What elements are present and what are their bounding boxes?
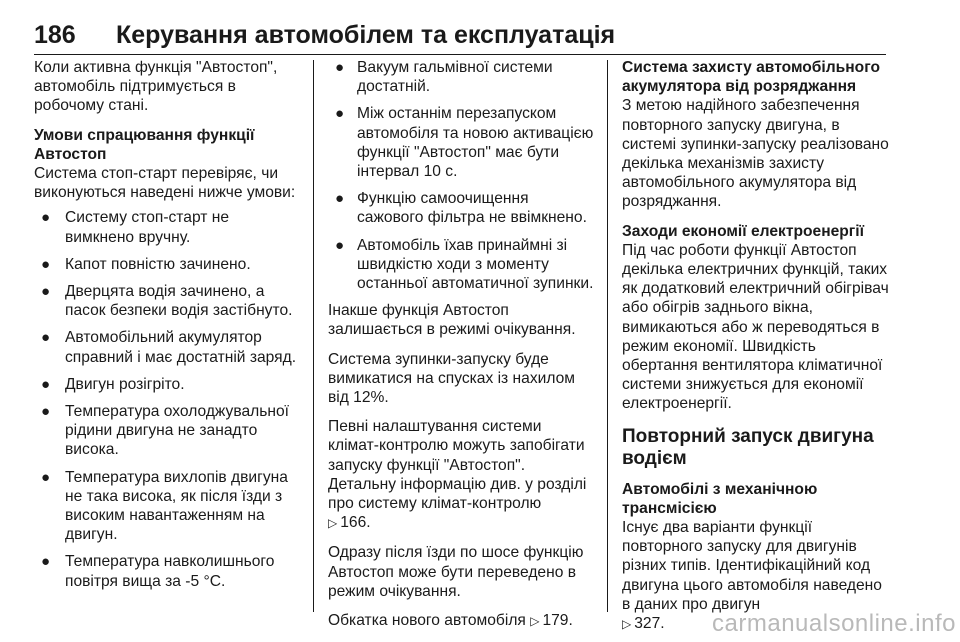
conditions-list-continued xyxy=(328,58,596,293)
list-item: ● Капот повністю зачинено. xyxy=(41,255,251,273)
reference-arrow-icon: ▷ xyxy=(530,614,540,629)
bullet-icon: ● xyxy=(41,468,51,486)
conditions-list xyxy=(34,208,302,590)
intro-paragraph: Коли активна функція "Автостоп", автомобіль підтримується в робочому стані. xyxy=(34,59,278,115)
list-item: ● Між останнім перезапуском автомобіля та новою активацією функції "Автостоп" має бути інтервал 10 с. xyxy=(335,105,594,181)
bullet-icon: ● xyxy=(41,553,51,571)
highway-paragraph: Одразу після їзди по шосе функцію Автостоп може бути переведено в режим очікування. xyxy=(328,544,584,600)
column-divider xyxy=(607,60,608,612)
list-item: ● Двигун розігріто. xyxy=(41,375,185,393)
list-item: ● Температура охолоджувальної рідини двигуна не занадто висока. xyxy=(41,403,289,459)
bullet-icon: ● xyxy=(41,283,51,301)
bullet-icon: ● xyxy=(335,59,345,76)
column-3 xyxy=(622,58,890,634)
slope-paragraph: Система зупинки-запуску буде вимикатися на спусках із нахилом від 12%. xyxy=(328,350,575,407)
bullet-icon: ● xyxy=(41,255,51,273)
page-reference[interactable]: 179. xyxy=(542,612,573,630)
column-2 xyxy=(328,58,596,631)
running-title: Керування автомобілем та експлуатація xyxy=(116,21,616,49)
page-number: 186 xyxy=(34,21,76,49)
energy-paragraph: Під час роботи функції Автостоп декілька електричних функцій, таких як додатковий електричний обігрівач або обігрів заднього вікна, вимикаються або ж переводяться в режим економії. Швидкість обертання вентилятора кліматичної системи знижується для економії електроенергії. xyxy=(622,241,889,413)
battery-paragraph: З метою надійного забезпечення повторного запуску двигуна, в системі зупинки-запуску реалізовано декілька механізмів захисту автомобільного акумулятора від розряджання. xyxy=(622,97,889,211)
restart-heading: Повторний запуск двигуна водієм xyxy=(622,425,874,469)
watermark: carmanualsonline.info xyxy=(712,610,956,637)
list-item: ● Дверцята водія зачинено, а пасок безпеки водія застібнуто. xyxy=(41,283,293,320)
list-item: ● Температура навколишнього повітря вища за -5 °C. xyxy=(41,553,275,590)
list-item: ● Вакуум гальмівної системи достатній. xyxy=(335,59,553,96)
bullet-icon: ● xyxy=(41,375,51,393)
standby-paragraph: Інакше функція Автостоп залишається в режимі очікування. xyxy=(328,302,576,339)
break-in-paragraph: Обкатка нового автомобіля ▷ 179. xyxy=(328,611,596,631)
climate-paragraph: Певні налаштування системи клімат-контролю можуть запобігати запуску функції "Автостоп". Детальну інформацію див. у розділі про систему клімат-контролю ▷ 166. xyxy=(328,417,596,533)
energy-heading: Заходи економії електроенергії xyxy=(622,222,865,240)
list-item: ● Систему стоп-старт не вимкнено вручну. xyxy=(41,209,230,246)
list-item: ● Температура вихлопів двигуна не така висока, як після їзди з високим навантаженням на двигун. xyxy=(41,468,288,544)
list-item: ● Автомобільний акумулятор справний і має достатній заряд. xyxy=(41,329,297,366)
page-reference[interactable]: 166. xyxy=(340,514,371,532)
column-1 xyxy=(34,58,302,599)
bullet-icon: ● xyxy=(335,236,345,254)
battery-heading: Система захисту автомобільного акумулятора від розряджання xyxy=(622,59,881,96)
page-header xyxy=(34,20,886,55)
conditions-text: Система стоп-старт перевіряє, чи виконуються наведені нижче умови: xyxy=(34,165,296,202)
bullet-icon: ● xyxy=(41,209,51,227)
page-reference[interactable]: 327. xyxy=(634,615,665,633)
conditions-heading: Умови спрацювання функції Автостоп xyxy=(34,126,255,163)
list-item: ● Автомобіль їхав принаймні зі швидкістю ходи з моменту останньої автоматичної зупинки. xyxy=(335,236,594,293)
reference-arrow-icon: ▷ xyxy=(622,617,632,632)
manual-transmission-heading: Автомобілі з механічною трансмісією xyxy=(622,480,818,517)
manual-transmission-paragraph: Існує два варіанти функції повторного запуску для двигунів різних типів. Ідентифікаційний код двигуна цього автомобіля наведено в даних про двигун ▷ 327. xyxy=(622,518,890,634)
list-item: ● Функцію самоочищення сажового фільтра не ввімкнено. xyxy=(335,190,587,227)
reference-arrow-icon: ▷ xyxy=(328,516,338,531)
bullet-icon: ● xyxy=(41,329,51,347)
column-divider xyxy=(313,60,314,612)
bullet-icon: ● xyxy=(335,105,345,123)
bullet-icon: ● xyxy=(335,190,345,208)
bullet-icon: ● xyxy=(41,403,51,421)
